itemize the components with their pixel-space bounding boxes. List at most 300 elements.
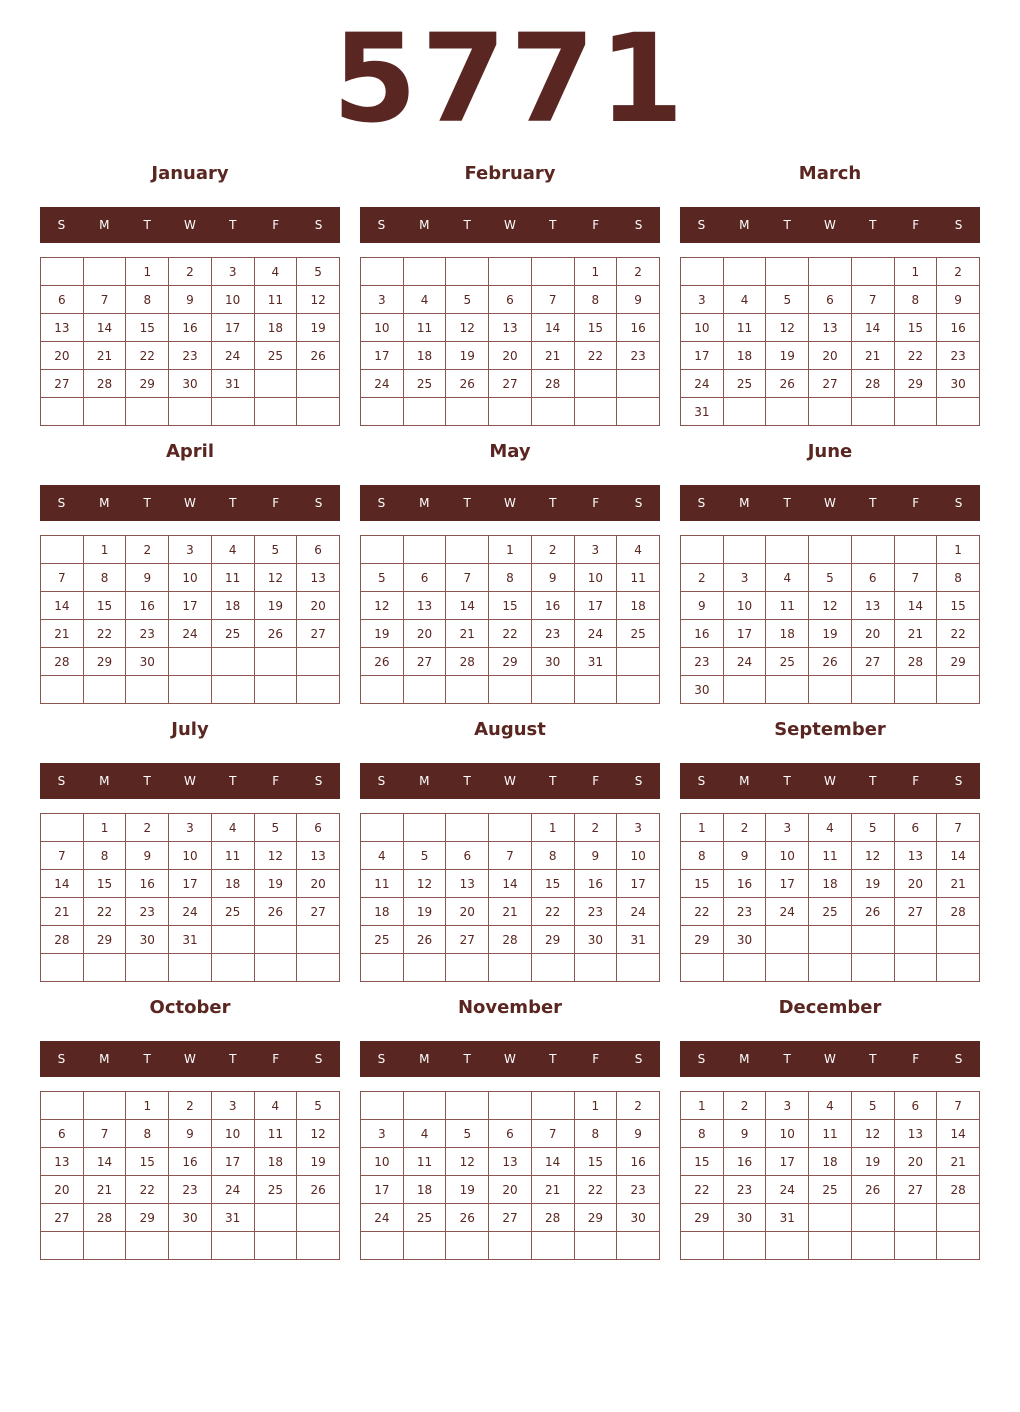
day-cell: 22 (894, 342, 937, 370)
day-cell: 16 (531, 592, 574, 620)
day-cell: 12 (254, 842, 297, 870)
week-row (41, 676, 340, 704)
day-cell: 15 (126, 314, 169, 342)
day-cell: 19 (766, 342, 809, 370)
day-cell: 20 (297, 592, 340, 620)
week-row (361, 286, 660, 314)
day-cell (254, 398, 297, 426)
week-row (681, 814, 980, 842)
day-cell (894, 1232, 937, 1260)
day-cell: 21 (83, 1176, 126, 1204)
day-cell: 10 (766, 842, 809, 870)
day-cell: 14 (531, 314, 574, 342)
day-cell: 3 (361, 286, 404, 314)
weekday-label: S (634, 774, 643, 788)
day-cell: 10 (361, 314, 404, 342)
day-cell: 6 (446, 842, 489, 870)
weekday-label: S (697, 1052, 706, 1066)
day-cell: 28 (937, 898, 980, 926)
weekday-label: T (143, 774, 151, 788)
day-cell: 16 (574, 870, 617, 898)
day-cell: 18 (723, 342, 766, 370)
weekday-header (680, 207, 980, 243)
day-cell: 3 (617, 814, 660, 842)
month-name: April (165, 441, 215, 462)
weekday-label: T (229, 496, 237, 510)
day-cell: 30 (617, 1204, 660, 1232)
weekday-label: T (229, 218, 237, 232)
day-grid (360, 257, 660, 426)
month-september (680, 714, 980, 992)
week-row (681, 398, 980, 426)
weekday-label: F (272, 1052, 280, 1066)
day-cell (894, 398, 937, 426)
day-cell: 27 (489, 1204, 532, 1232)
day-cell: 21 (83, 342, 126, 370)
week-row (361, 926, 660, 954)
week-row (361, 648, 660, 676)
day-cell: 4 (766, 564, 809, 592)
day-cell: 4 (617, 536, 660, 564)
day-cell: 8 (574, 1120, 617, 1148)
month-april (40, 436, 340, 714)
weekday-label: F (912, 1052, 920, 1066)
day-cell: 4 (809, 1092, 852, 1120)
weekday-header (40, 1041, 340, 1077)
day-cell: 24 (574, 620, 617, 648)
day-cell: 12 (851, 1120, 894, 1148)
week-row (41, 370, 340, 398)
day-cell (41, 258, 84, 286)
day-cell (489, 398, 532, 426)
day-cell: 22 (489, 620, 532, 648)
day-cell (617, 370, 660, 398)
day-cell (361, 814, 404, 842)
day-cell: 1 (574, 1092, 617, 1120)
day-cell: 17 (766, 1148, 809, 1176)
day-cell (723, 1232, 766, 1260)
weekday-label: W (504, 1052, 516, 1066)
day-grid (360, 813, 660, 982)
day-cell (126, 676, 169, 704)
weekday-label: T (783, 496, 791, 510)
day-cell: 9 (169, 1120, 212, 1148)
day-cell (361, 258, 404, 286)
day-cell (211, 676, 254, 704)
day-cell: 26 (297, 342, 340, 370)
day-cell: 29 (681, 1204, 724, 1232)
day-cell (894, 676, 937, 704)
day-cell: 8 (489, 564, 532, 592)
day-cell: 29 (894, 370, 937, 398)
weekday-label: T (143, 218, 151, 232)
weekday-label: T (549, 218, 557, 232)
day-cell: 3 (766, 814, 809, 842)
week-row (361, 842, 660, 870)
day-cell: 23 (169, 1176, 212, 1204)
day-cell: 13 (41, 314, 84, 342)
day-cell: 16 (723, 1148, 766, 1176)
day-cell (937, 398, 980, 426)
day-cell (41, 954, 84, 982)
day-cell (446, 536, 489, 564)
day-cell: 16 (169, 1148, 212, 1176)
day-cell: 7 (83, 286, 126, 314)
day-cell: 22 (681, 1176, 724, 1204)
day-cell: 15 (531, 870, 574, 898)
day-cell: 7 (41, 842, 84, 870)
week-row (681, 676, 980, 704)
weekday-label: T (229, 1052, 237, 1066)
weekday-label: T (869, 1052, 877, 1066)
day-cell: 23 (617, 342, 660, 370)
week-row (681, 954, 980, 982)
day-cell (83, 1092, 126, 1120)
day-cell (297, 926, 340, 954)
day-cell (617, 398, 660, 426)
day-cell: 21 (41, 898, 84, 926)
day-cell: 26 (403, 926, 446, 954)
day-grid (40, 813, 340, 982)
weekday-label: T (463, 774, 471, 788)
month-november (360, 992, 660, 1270)
day-cell: 16 (169, 314, 212, 342)
weekday-label: W (504, 496, 516, 510)
week-row (681, 1120, 980, 1148)
day-cell: 16 (723, 870, 766, 898)
day-cell: 25 (403, 1204, 446, 1232)
day-cell (531, 954, 574, 982)
day-cell: 28 (531, 370, 574, 398)
weekday-label: T (143, 1052, 151, 1066)
day-cell: 15 (681, 870, 724, 898)
day-cell: 25 (211, 620, 254, 648)
day-cell (851, 398, 894, 426)
weekday-label: S (314, 496, 323, 510)
day-cell: 12 (403, 870, 446, 898)
day-cell: 24 (617, 898, 660, 926)
weekday-label: S (634, 496, 643, 510)
weekday-label: M (419, 774, 430, 788)
day-cell: 30 (169, 1204, 212, 1232)
weekday-label: M (99, 496, 110, 510)
day-cell: 22 (83, 898, 126, 926)
day-cell: 21 (894, 620, 937, 648)
day-cell: 5 (851, 814, 894, 842)
day-cell (169, 648, 212, 676)
day-cell: 18 (254, 314, 297, 342)
day-cell: 20 (446, 898, 489, 926)
day-cell: 12 (766, 314, 809, 342)
day-cell: 18 (809, 1148, 852, 1176)
day-cell: 13 (297, 564, 340, 592)
weekday-label: T (869, 774, 877, 788)
month-october (40, 992, 340, 1270)
day-cell: 6 (41, 1120, 84, 1148)
week-row (41, 564, 340, 592)
day-cell (83, 1232, 126, 1260)
day-cell: 10 (766, 1120, 809, 1148)
day-cell: 26 (446, 1204, 489, 1232)
day-cell: 9 (937, 286, 980, 314)
day-cell: 30 (531, 648, 574, 676)
day-cell (723, 258, 766, 286)
month-may (360, 436, 660, 714)
weekday-label: T (463, 218, 471, 232)
weekday-label: W (184, 218, 196, 232)
week-row (361, 258, 660, 286)
day-cell: 1 (489, 536, 532, 564)
weekday-label: W (824, 218, 836, 232)
weekday-label: S (314, 218, 323, 232)
weekday-label: M (99, 218, 110, 232)
weekday-label: F (912, 218, 920, 232)
day-cell: 11 (211, 842, 254, 870)
day-cell (809, 676, 852, 704)
day-cell: 24 (169, 620, 212, 648)
day-cell (169, 676, 212, 704)
day-cell: 21 (531, 342, 574, 370)
week-row (41, 1092, 340, 1120)
day-cell: 2 (169, 1092, 212, 1120)
day-cell: 9 (681, 592, 724, 620)
month-february (360, 158, 660, 436)
day-cell: 6 (851, 564, 894, 592)
week-row (681, 314, 980, 342)
week-row (681, 1148, 980, 1176)
day-cell (574, 370, 617, 398)
weekday-label: T (143, 496, 151, 510)
day-cell (83, 258, 126, 286)
day-cell: 20 (809, 342, 852, 370)
day-cell: 26 (766, 370, 809, 398)
day-cell: 25 (617, 620, 660, 648)
month-june (680, 436, 980, 714)
day-cell (41, 536, 84, 564)
day-cell: 13 (41, 1148, 84, 1176)
day-cell: 5 (297, 258, 340, 286)
day-cell: 5 (766, 286, 809, 314)
day-cell: 16 (937, 314, 980, 342)
week-row (41, 870, 340, 898)
day-cell: 6 (297, 814, 340, 842)
day-cell: 10 (723, 592, 766, 620)
day-cell (254, 1232, 297, 1260)
day-cell: 17 (361, 342, 404, 370)
week-row (681, 286, 980, 314)
day-cell: 17 (723, 620, 766, 648)
month-name: July (171, 719, 209, 740)
weekday-label: W (184, 1052, 196, 1066)
day-cell: 4 (723, 286, 766, 314)
day-cell: 10 (211, 286, 254, 314)
day-cell: 25 (254, 342, 297, 370)
day-grid (40, 257, 340, 426)
week-row (41, 620, 340, 648)
weekday-label: F (272, 496, 280, 510)
weekday-label: M (99, 1052, 110, 1066)
day-cell: 7 (937, 814, 980, 842)
day-cell: 20 (403, 620, 446, 648)
week-row (41, 1120, 340, 1148)
day-cell: 26 (297, 1176, 340, 1204)
day-cell: 6 (297, 536, 340, 564)
day-cell: 27 (851, 648, 894, 676)
day-cell: 18 (211, 870, 254, 898)
day-cell: 2 (126, 814, 169, 842)
weekday-label: S (57, 496, 66, 510)
day-cell: 8 (574, 286, 617, 314)
day-cell: 27 (297, 620, 340, 648)
day-cell: 2 (169, 258, 212, 286)
day-cell: 21 (937, 1148, 980, 1176)
day-grid (680, 813, 980, 982)
day-cell (894, 954, 937, 982)
weekday-label: S (57, 1052, 66, 1066)
day-cell: 14 (937, 1120, 980, 1148)
day-cell: 30 (169, 370, 212, 398)
day-cell: 18 (361, 898, 404, 926)
week-row (681, 536, 980, 564)
day-cell: 7 (446, 564, 489, 592)
day-cell: 20 (489, 342, 532, 370)
day-cell: 24 (211, 1176, 254, 1204)
day-cell: 22 (681, 898, 724, 926)
day-cell (254, 1204, 297, 1232)
day-cell: 13 (446, 870, 489, 898)
day-cell: 23 (126, 898, 169, 926)
day-cell: 27 (446, 926, 489, 954)
day-cell: 15 (681, 1148, 724, 1176)
weekday-header (680, 485, 980, 521)
weekday-label: F (592, 774, 600, 788)
week-row (681, 620, 980, 648)
week-row (41, 398, 340, 426)
weekday-label: S (634, 1052, 643, 1066)
day-cell: 6 (894, 814, 937, 842)
day-cell: 11 (211, 564, 254, 592)
day-cell: 2 (126, 536, 169, 564)
day-cell: 31 (574, 648, 617, 676)
day-cell (361, 1232, 404, 1260)
day-cell (574, 954, 617, 982)
day-cell: 18 (403, 1176, 446, 1204)
week-row (41, 814, 340, 842)
day-cell: 9 (574, 842, 617, 870)
day-cell (254, 926, 297, 954)
day-cell (894, 536, 937, 564)
week-row (681, 870, 980, 898)
week-row (681, 258, 980, 286)
day-cell (766, 676, 809, 704)
day-cell (531, 1092, 574, 1120)
day-cell: 3 (169, 536, 212, 564)
day-cell: 9 (617, 286, 660, 314)
day-cell: 3 (211, 1092, 254, 1120)
week-row (361, 954, 660, 982)
day-cell: 28 (531, 1204, 574, 1232)
day-cell (766, 1232, 809, 1260)
week-row (361, 676, 660, 704)
day-cell: 16 (126, 870, 169, 898)
day-cell: 1 (937, 536, 980, 564)
day-cell: 13 (851, 592, 894, 620)
day-cell (446, 398, 489, 426)
day-cell (766, 954, 809, 982)
week-row (681, 370, 980, 398)
day-cell: 6 (894, 1092, 937, 1120)
day-cell: 30 (723, 1204, 766, 1232)
weekday-label: W (824, 1052, 836, 1066)
day-cell: 3 (361, 1120, 404, 1148)
weekday-label: F (912, 774, 920, 788)
day-cell: 6 (403, 564, 446, 592)
day-cell (851, 926, 894, 954)
day-cell (531, 258, 574, 286)
weekday-label: S (314, 774, 323, 788)
day-cell: 13 (489, 1148, 532, 1176)
weekday-label: M (739, 1052, 750, 1066)
day-cell: 7 (531, 1120, 574, 1148)
day-cell: 1 (681, 1092, 724, 1120)
day-cell: 27 (41, 1204, 84, 1232)
day-cell (403, 676, 446, 704)
day-cell: 17 (766, 870, 809, 898)
day-cell: 5 (254, 536, 297, 564)
day-cell: 27 (809, 370, 852, 398)
day-cell: 9 (169, 286, 212, 314)
day-cell: 19 (297, 314, 340, 342)
day-cell (531, 1232, 574, 1260)
day-cell: 3 (681, 286, 724, 314)
day-cell: 25 (211, 898, 254, 926)
day-cell: 21 (41, 620, 84, 648)
day-cell: 12 (446, 314, 489, 342)
day-cell (41, 676, 84, 704)
day-cell: 25 (723, 370, 766, 398)
day-cell (937, 1204, 980, 1232)
day-cell: 26 (361, 648, 404, 676)
day-cell: 14 (41, 592, 84, 620)
week-row (41, 314, 340, 342)
weekday-label: T (783, 1052, 791, 1066)
day-cell (41, 1092, 84, 1120)
day-grid (360, 535, 660, 704)
day-grid (360, 1091, 660, 1260)
day-cell: 29 (126, 370, 169, 398)
day-cell: 2 (681, 564, 724, 592)
day-cell: 10 (211, 1120, 254, 1148)
weekday-label: W (504, 774, 516, 788)
day-cell: 6 (809, 286, 852, 314)
day-cell: 31 (211, 1204, 254, 1232)
day-cell (681, 258, 724, 286)
day-cell: 16 (126, 592, 169, 620)
day-cell: 24 (211, 342, 254, 370)
day-cell (446, 954, 489, 982)
weekday-label: M (739, 496, 750, 510)
day-cell (403, 1092, 446, 1120)
day-cell: 6 (489, 1120, 532, 1148)
day-cell (403, 814, 446, 842)
day-cell: 15 (574, 314, 617, 342)
day-cell: 13 (894, 842, 937, 870)
day-cell: 28 (489, 926, 532, 954)
day-cell (681, 536, 724, 564)
day-cell (403, 954, 446, 982)
day-cell: 4 (211, 814, 254, 842)
day-cell: 27 (297, 898, 340, 926)
